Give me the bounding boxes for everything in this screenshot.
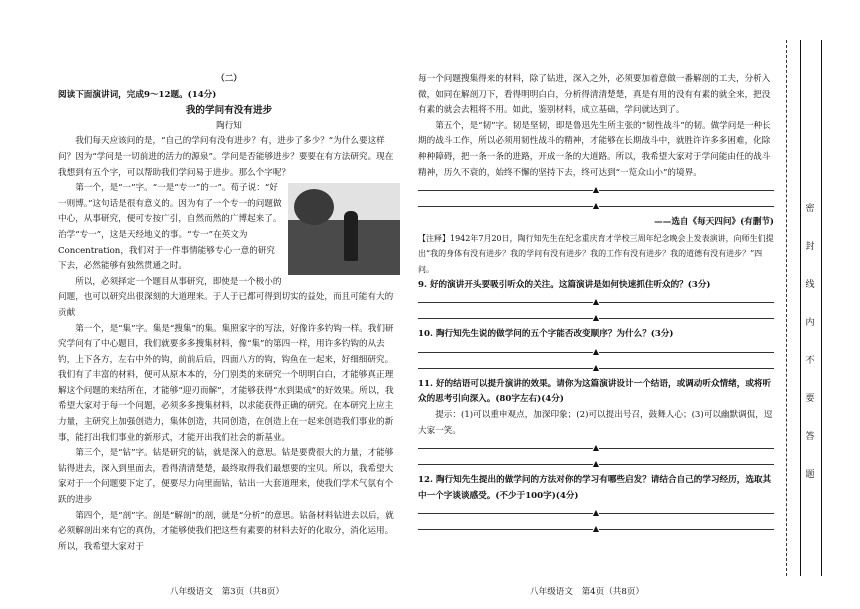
question-11-tip: 提示：(1)可以重申观点，加深印象；(2)可以提出号召，鼓舞人心；(3)可以幽默调侃，逗大家一笑。 [418,409,773,436]
answer-marker: ▲ [593,505,599,521]
article-paragraph-7: 第五个，是“韧”字。韧是坚韧，即是鲁迅先生所主张的“韧性战斗”的韧。做学问是一种长期的战斗工作，所以必须用韧性战斗的精神，才能够在长期战斗中，就胜许许多多困难，化除种种障碍，把一条一条的进路，开成一条的大道路。所以，我希望大家对于学问能由任的战斗精神，历久不衰的，始终不懈的坚持下去，终可达到“一览众山小”的境界。 [418,120,771,178]
question-9: 9. 好的演讲开头要吸引听众的关注。这篇演讲是如何快速抓住听众的？(3分) [418,279,711,290]
reading-instruction: 阅读下面演讲词，完成9～12题。(14分) [58,89,217,100]
answer-line[interactable] [418,199,774,213]
answer-marker: ▲ [593,440,599,456]
article-paragraph-2: 第一个，是“一”字。“一是“专一”的一”。荀子说：“好一则博。”这句话是很有意义的。因为有了一个专一的问题做中心，从事研究，便可专按广引，自然而然的广博起来了。治学“专一”，这是天经地义的事。“专一”在英文为 Concentration，我们对于一件事情能够专心一意的研究下去，必然能够有独然贯通之时。 [58,183,282,272]
article-paragraph-5: 第四个，是“剖”字。剖是“解剖”的剖，就是“分析”的意思。钻备材料钻进去以后，就必须解剖出来有它的真伪，才能够使我们把这些有素要的材料去好的化取分，消化运用。所以，我希望大家对于 [58,510,394,552]
answer-line-q11[interactable] [418,441,774,455]
question-10: 10. 陶行知先生说的做学问的五个字能否改变顺序？为什么？(3分) [418,329,674,340]
answer-line-q10[interactable] [418,345,774,359]
left-column [58,72,400,555]
answer-line-q9[interactable] [418,311,774,325]
article-paragraph-1: 我们每天应该问的是，“自己的学问有没有进步？有，进步了多少？”为什么要这样问？因为“学问是一切前进的活力的源泉”。学问是否能够进步？要要在有方法研究。现在我想到有五个字，可以帮助我们学问易于进步。那么个字呢？ [58,136,394,178]
article-paragraph-3: 第一个，是“集”字。集是“搜集”的集。集照家字的写法，好像许多钓钩一样。我们研究学问有了中心题目，我们就要多多搜集材料，像“集”的第四一样，用许多钓钩的从去钓，上下各方，左右中外的钩，前前后后，四面八方的钩，钩鱼在一起来，好细细研究。我们有了丰富的材料，便可从原本本的，分门别类的来研究一个明明白白，才能够真正理解这个问题的来结所在，才能够“迎刃而解”，才能够获得“水到渠成”的好效果。所以，我希望大家对于每一个问题，必须多多搜集材料，以求能获得正确的研究。在本研究上应主力量，主研究上加强创造力，集体创造，共同创造，在创造上在一起来创造我们事业的新事，能打出我们事业的新形式，才能开出我们社会的新基业。 [58,323,394,443]
article-paragraph-2b: 所以，必须择定一个题目从事研究，即使是一个极小的问题，也可以研究出很深刻的大道理来。于人于已都可得到切实的益处，而且可能有大的贡献 [58,276,394,318]
article-paragraph-4: 第三个，是“钻”字。钻是研究的钻，就是深入的意思。钻是要费很大的力量，才能够钻得进去，深入到里面去，看得清清楚楚，最终取得我们最想要的宝贝。所以，我希望大家对于一个问题要下定了，便要尽力向里面钻，钻出一大套道理来，使我们学术气氛有个跃的进步 [58,448,394,506]
right-column [418,72,774,538]
speech-photo [288,183,400,275]
article-author: 陶行知 [216,120,242,131]
page-footer-right: 八年级语文 第4页（共8页） [530,587,645,597]
answer-line-q12[interactable] [418,522,774,536]
question-12: 12. 陶行知先生提出的做学问的方法对你的学习有哪些启发？请结合自己的学习经历，选取其中一个字谈谈感受。(不少于100字)(4分) [418,475,772,501]
binding-char: 内 [805,318,815,328]
article-source: ——选自《每天四问》(有删节) [654,217,774,228]
binding-char: 密 [805,204,815,214]
answer-marker: ▲ [593,182,599,198]
binding-dashed-line [786,40,788,576]
answer-marker: ▲ [593,344,599,360]
answer-line-q11[interactable] [418,457,774,471]
binding-char: 线 [805,280,815,290]
answer-marker: ▲ [593,310,599,326]
answer-marker: ▲ [593,521,599,537]
article-title: 我的学问有没有进步 [185,105,273,117]
answer-marker: ▲ [593,198,599,214]
binding-char: 封 [805,242,815,252]
answer-line-q10[interactable] [418,361,774,375]
binding-char: 要 [805,394,815,404]
answer-marker: ▲ [593,294,599,310]
answer-marker: ▲ [593,456,599,472]
binding-char: 答 [805,432,815,442]
binding-text [803,190,817,494]
page-footer-left: 八年级语文 第3页（共8页） [170,587,285,597]
question-11: 11. 好的结语可以提升演讲的效果。请你为这篇演讲设计一个结语，或调动听众情绪，或将听众的思考引向深入。(80字左右)(4分) [418,378,772,405]
answer-line[interactable] [418,183,774,197]
article-paragraph-6: 每一个问题搜集得来的材料，除了钻进，深入之外，必须要加着意做一番解剖的工夫，分析入微，如同在解剖刀下，看得明明白白，分析得清清楚楚，真是有用的没有有素的就全来，把没有素的就会去粗将不用。如此，鉴别材料，成立基础，学问就达到了。 [418,74,771,116]
section-heading: （二） [216,74,242,84]
answer-marker: ▲ [593,360,599,376]
answer-line-q9[interactable] [418,295,774,309]
binding-char: 题 [805,470,815,480]
binding-char: 不 [805,356,815,366]
article-note: 【注释】1942年7月20日，陶行知先生在纪念重庆育才学校三周年纪念晚会上发表演讲，向师生们提出“我的身体有没有进步？我的学问有没有进步？我的工作有没有进步？我的道德有没有进步？”四问。 [418,233,774,274]
answer-line-q12[interactable] [418,506,774,520]
